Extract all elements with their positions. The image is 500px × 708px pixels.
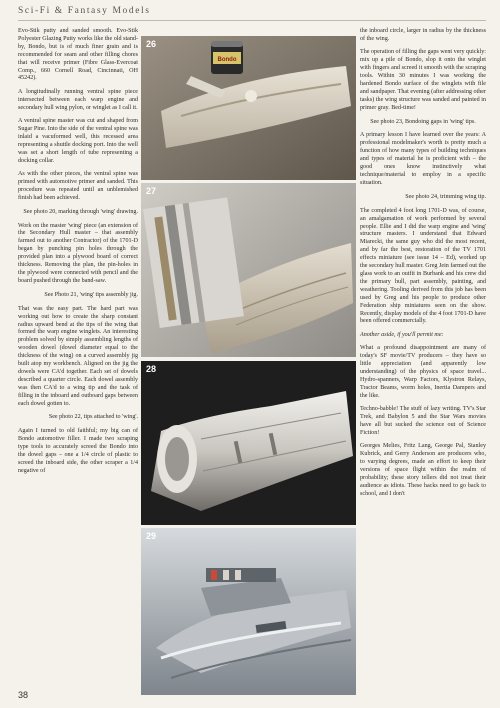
photo-reference: See photo 23, Bondoing gaps in 'wing' tips. bbox=[370, 118, 476, 125]
photo-number: 26 bbox=[146, 39, 157, 49]
paragraph: Again I turned to old faithful; my big can of Bondo automotive filler. I made two scraping type tools to accurately screed the Bondo into the dowel gaps – one a 1/4 circle of plastic to screed the inboard side, the other scraper a 1/4 negative of bbox=[18, 428, 138, 474]
photo-28 bbox=[141, 361, 356, 525]
photo-27-image bbox=[141, 183, 356, 357]
paragraph: the inboard circle, larger in radius by the thickness of the wing. bbox=[360, 28, 486, 42]
paragraph: That was the easy part. The hard part was working out how to create the sharp constant radius upward bend at the tips of the wing that formed the warp engine winglets. An interesting problem solved by simply assembling lengths of wooden dowel (dowel diameter equal to the thickness of the wing) on a curved assembly jig built atop my workbench. Aligned on the jig the dowels were CA'd together. Each set of dowels described a quarter circle. Each dowel assembly was then CA'd to a wing tip and the task of filling in the inboard and outboard gaps between each dowel gotten to. bbox=[18, 305, 138, 407]
text-column-left bbox=[18, 28, 138, 481]
photo-29-image bbox=[141, 528, 356, 695]
paragraph: A longitudinally running ventral spine piece intersected between each warp engine and secondary hull wing pylon, or winglet as I call it. bbox=[18, 88, 138, 111]
header-rule bbox=[18, 20, 486, 21]
photo-reference: See photo 24, trimming wing tip. bbox=[405, 193, 486, 200]
paragraph: A primary lesson I have learned over the years: A professional modelmaker's worth is pretty much a function of how many types of building techniques and types of material he is proficient with – the good ones know instinctively what technique/material to employ in a specific situation. bbox=[360, 132, 486, 186]
paragraph: As with the other pieces, the ventral spine was primed with automotive primer and sanded. This procedure was repeated until an unblemished finish had been achieved. bbox=[18, 171, 138, 201]
text-column-right bbox=[360, 28, 486, 504]
photo-27 bbox=[141, 183, 356, 357]
running-header: Sci-Fi & Fantasy Models bbox=[18, 6, 151, 16]
photo-26 bbox=[141, 36, 356, 180]
paragraph: Work on the master 'wing' piece (an extension of the Secondary Hull master – that assembly farmed out to another Contractor) of the 1701-D began by punching pin holes through the provided plan into a plywood board of correct thickness. Removing the plan, the pin-holes in the plywood were connected with pencil and the board pushed through the band-saw. bbox=[18, 222, 138, 284]
paragraph: The completed 4 foot long 1701-D was, of course, an amalgamation of work performed by several people. Ellie and I did the warp engine and 'wing' structure masters. I understand that Edward Miarecki, the same guy who did the most recent, and by far the best, restoration of the TV 1701 effects miniature (see issue 14 – Ed), worked up the secondary hull master. Greg Jein farmed out the glass work to an outfit in Burbank and his crew did the primary hull, part assembly, painting, and weathering. Tooling derived from this job has been used by Greg and his people to produce other Federation ship miniatures seen on the show. Recently, display models of the 4 foot 1701-D have been offered commercially. bbox=[360, 207, 486, 325]
photo-number: 29 bbox=[146, 531, 157, 541]
photo-28-image bbox=[141, 361, 356, 525]
photo-number: 27 bbox=[146, 186, 157, 196]
page-number: 38 bbox=[18, 690, 29, 700]
photo-number: 28 bbox=[146, 364, 157, 374]
photo-reference: See photo 22, tips attached to 'wing'. bbox=[48, 414, 138, 421]
paragraph: What a profound disappointment are many of today's SF movie/TV producers – they have so little appreciation (and apparently low understanding) of the physics of space travel... Hydro-spanners, Warp Factors, Klystron Relays, Tractor Beams, worm holes, Inertia Dampers and the like. bbox=[360, 345, 486, 399]
paragraph: A ventral spine master was cut and shaped from Sugar Pine. Into the side of the ventral spine was inlaid a vacuformed well, this recessed area representing a shuttle docking port. Into the well was set a short length of tube representing a docking collar. bbox=[18, 118, 138, 164]
can-label: Bondo bbox=[217, 57, 237, 63]
paragraph: Georges Melies, Fritz Lang, George Pal, Stanley Kubrick, and Gerry Anderson are producers who, to varying degrees, made an effort to keep their versions of space flight within the realm of probability; these story tellers did not treat their audience as idiots. These hacks need to go back to school, and I don't bbox=[360, 443, 486, 497]
photo-29 bbox=[141, 528, 356, 695]
paragraph: Evo-Stik putty and sanded smooth. Evo-Stik Polyester Glazing Putty works like the old stand-by, Bondo, but is of much finer grain and is recommended for seam and other filling chores that will receive primer (Fibre Glass-Evercoat Comp., 660 Cornell Road, Cincinnati, OH 45242). bbox=[18, 28, 138, 82]
paragraph: The operation of filling the gaps went very quickly: mix up a pile of Bondo, slop it onto the winglet with fingers and screed it smooth with the scraping tools. Within 30 minutes I was working the hardened Bondo surface of the winglets with file and sandpaper. That evening (after addressing other tasks) the wing structure was sanded and painted in primer gray. Bed-time! bbox=[360, 49, 486, 111]
photo-reference: See photo 20, marking through 'wing' drawing. bbox=[23, 208, 138, 215]
paragraph: Another aside, if you'll permit me: bbox=[360, 331, 444, 338]
photo-26-image bbox=[141, 36, 356, 180]
paragraph: Techno-babble! The stuff of lazy writing. TV's Star Trek, and Babylon 5 and the Star Wars movies have all but sucked the science out of Science Fiction! bbox=[360, 406, 486, 436]
photo-reference: See Photo 21, 'wing' tips assembly jig. bbox=[44, 291, 138, 298]
